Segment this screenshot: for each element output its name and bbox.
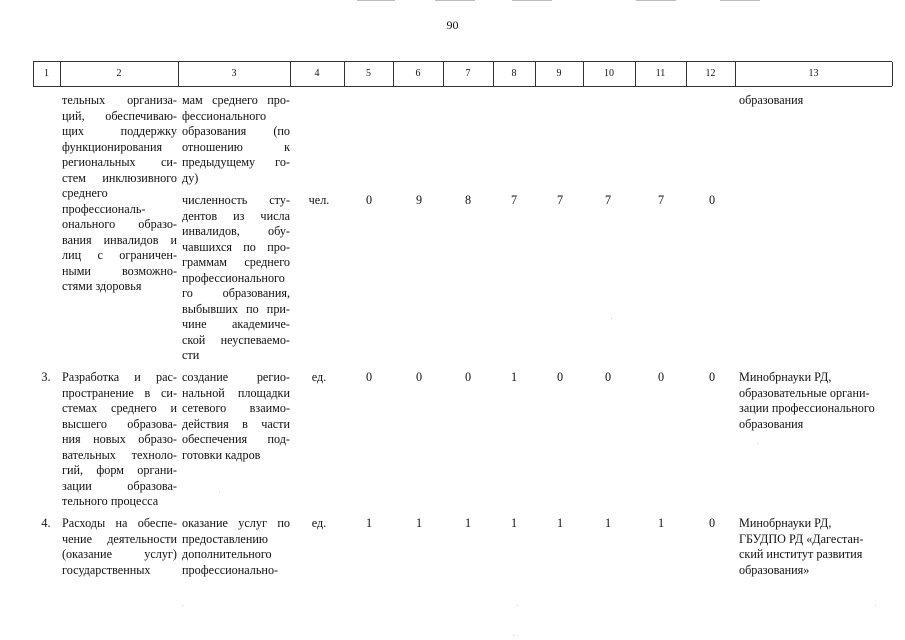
scan-speck	[611, 318, 612, 319]
column-header-5: 5	[366, 68, 371, 79]
header-bottom-rule	[33, 86, 892, 87]
text-line: стями здоровья	[62, 279, 142, 293]
text-line: государственных	[62, 562, 151, 577]
text-line: граммам среднего	[182, 255, 290, 269]
value-cell: 1	[415, 516, 423, 530]
text-line: образования»	[739, 562, 810, 577]
value-cell: 0	[708, 516, 716, 530]
column-header-12: 12	[705, 68, 716, 79]
scan-speck	[517, 605, 518, 606]
text-line: образования (по	[182, 124, 290, 138]
scan-speck	[757, 443, 758, 444]
cell-col3-block1a	[182, 93, 290, 186]
text-line: готовки кадров	[182, 447, 261, 462]
value-cell: 7	[657, 193, 665, 207]
text-line: дентов из числа	[182, 208, 290, 223]
text-line: среднего профессиональ-	[62, 186, 146, 216]
cell-col13-row4	[739, 516, 899, 578]
text-line: фессионального	[182, 108, 267, 123]
text-line: чавшихся по про-	[182, 239, 290, 254]
column-header-13: 13	[808, 68, 819, 79]
row-number: 3.	[41, 370, 51, 384]
value-cell: 1	[556, 516, 564, 530]
text-line: го образования,	[182, 286, 290, 300]
column-header-6: 6	[415, 68, 421, 79]
cell-col3-row4	[182, 516, 290, 578]
text-line: Разработка и рас-	[62, 370, 177, 384]
text-line: сти	[182, 348, 200, 362]
unit-cell: ед.	[311, 370, 327, 384]
value-cell: 7	[556, 193, 564, 207]
text-line: ду)	[182, 170, 199, 185]
text-line: вания инвалидов и	[62, 232, 177, 247]
column-header-7: 7	[465, 68, 471, 79]
text-line: дополнительного	[182, 547, 272, 561]
text-line: Минобрнауки РД,	[739, 370, 832, 384]
text-line: Расходы на обеспе-	[62, 516, 177, 530]
scan-speck	[875, 605, 876, 606]
value-cell: 1	[510, 516, 518, 530]
text-line: ными возможно-	[62, 263, 177, 278]
column-header-9: 9	[556, 68, 562, 79]
text-line: действия в части	[182, 416, 290, 431]
top-rule	[435, 0, 475, 1]
value-cell: 9	[415, 193, 423, 207]
value-cell: 0	[604, 370, 612, 384]
text-line: образования	[739, 93, 804, 107]
scan-speck	[219, 491, 220, 492]
value-cell: 0	[556, 370, 564, 384]
top-rule	[636, 0, 676, 1]
column-header-8: 8	[511, 68, 517, 79]
scan-speck	[182, 605, 183, 606]
text-line: зации профессионального	[739, 401, 875, 415]
value-cell: 0	[464, 370, 472, 384]
value-cell: 0	[415, 370, 423, 384]
text-line: щих поддержку	[62, 124, 177, 138]
text-line: Минобрнауки РД,	[739, 516, 832, 530]
cell-col2-row3	[62, 370, 177, 510]
text-line: нальной площадки	[182, 385, 290, 400]
text-line: отношению к	[182, 139, 290, 154]
cell-col2-row4	[62, 516, 177, 578]
column-header-2: 2	[116, 68, 122, 79]
value-cell: 1	[464, 516, 472, 530]
unit-cell: ед.	[311, 516, 327, 530]
text-line: гий, форм органи-	[62, 463, 177, 477]
text-line: чение деятельности	[62, 531, 177, 546]
text-line: выбывших по при-	[182, 301, 290, 316]
value-cell: 1	[510, 370, 518, 384]
value-cell: 0	[657, 370, 665, 384]
text-line: ния новых образо-	[62, 432, 177, 446]
text-line: оказание услуг по	[182, 516, 290, 530]
cell-col13-row3	[739, 370, 899, 432]
column-header-10: 10	[604, 68, 614, 79]
unit-cell: чел.	[308, 193, 330, 207]
text-line: профессионального	[182, 270, 285, 285]
column-header-11: 11	[655, 68, 666, 79]
text-line: инвалидов, обу-	[182, 224, 290, 238]
cell-col2-block1	[62, 93, 177, 295]
text-line: предыдущему го-	[182, 155, 290, 169]
text-line: ций, обеспечиваю-	[62, 108, 177, 123]
value-cell: 0	[365, 370, 373, 384]
value-cell: 1	[365, 516, 373, 530]
text-line: вательных техноло-	[62, 447, 177, 462]
text-line: сетевого взаимо-	[182, 401, 290, 415]
column-header-3: 3	[231, 68, 237, 79]
cell-col3-block1b	[182, 193, 290, 364]
text-line: создание регио-	[182, 370, 290, 384]
text-line: региональных си-	[62, 155, 177, 169]
top-rule	[720, 0, 760, 1]
column-header-1: 1	[44, 68, 49, 79]
text-line: ГБУДПО РД «Дагестан-	[739, 531, 864, 546]
top-rule	[512, 0, 552, 1]
value-cell: 0	[708, 370, 716, 384]
top-rule	[357, 0, 395, 1]
value-cell: 1	[604, 516, 612, 530]
text-line: онального образо-	[62, 217, 177, 231]
text-line: численность сту-	[182, 193, 290, 207]
text-line: стем инклюзивного	[62, 170, 177, 185]
text-line: образования	[739, 416, 804, 431]
scan-speck	[513, 635, 514, 636]
text-line: предоставлению	[182, 531, 268, 546]
text-line: зации образова-	[62, 478, 177, 493]
value-cell: 7	[604, 193, 612, 207]
header-column-separator	[892, 62, 893, 86]
text-line: высшего образова-	[62, 416, 177, 431]
text-line: мам среднего про-	[182, 93, 290, 107]
row-number: 4.	[41, 516, 51, 530]
text-line: пространение в си-	[62, 385, 177, 400]
text-line: ский институт развития	[739, 547, 863, 561]
text-line: тельного процесса	[62, 494, 159, 508]
value-cell: 0	[708, 193, 716, 207]
text-line: чине академиче-	[182, 317, 290, 331]
text-line: ской неуспеваемо-	[182, 332, 290, 347]
value-cell: 0	[365, 193, 373, 207]
value-cell: 8	[464, 193, 472, 207]
value-cell: 7	[510, 193, 518, 207]
text-line: профессионально-	[182, 562, 279, 577]
column-header-4: 4	[314, 68, 320, 79]
text-line: функционирования	[62, 139, 163, 154]
text-line: стемах среднего и	[62, 401, 177, 415]
cell-col13-block1	[739, 93, 894, 109]
value-cell: 1	[657, 516, 665, 530]
text-line: тельных организа-	[62, 93, 177, 107]
text-line: обеспечения под-	[182, 432, 290, 446]
cell-col3-row3	[182, 370, 290, 463]
page-number: 90	[446, 18, 459, 32]
text-line: образовательные органи-	[739, 385, 870, 400]
text-line: (оказание услуг)	[62, 547, 177, 561]
text-line: лиц с ограничен-	[62, 248, 177, 262]
